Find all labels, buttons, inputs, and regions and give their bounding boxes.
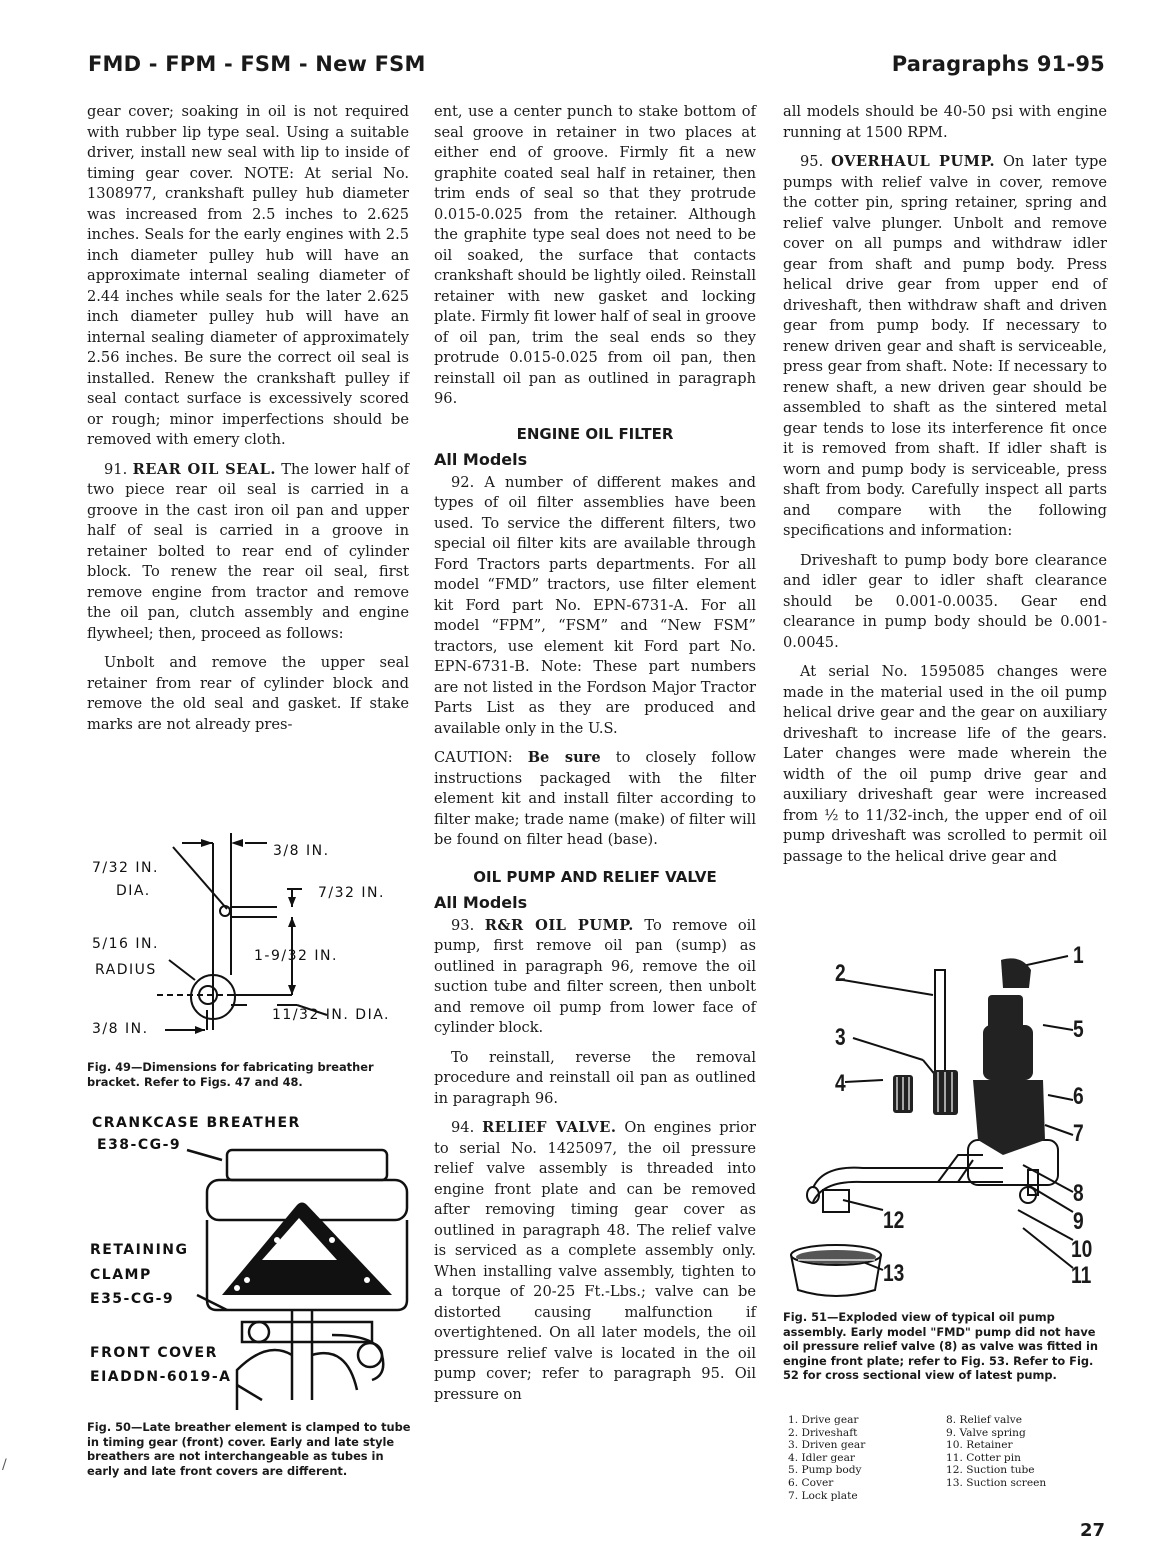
legend-item: 9. Valve spring [946, 1426, 1026, 1439]
legend-item: 13. Suction screen [946, 1476, 1047, 1489]
legend-item: 7. Lock plate [788, 1489, 858, 1502]
callout-7: 7 [1073, 1120, 1084, 1147]
figure-51-oil-pump-exploded-view [783, 940, 1107, 1305]
paragraph-93-reinstall: To reinstall, reverse the removal procedure and reinstall oil pan as outlined in paragraph 96. [434, 1048, 756, 1107]
paragraph-91-continued-2: ent, use a center punch to stake bottom of seal groove in retainer in two places at either end of groove. Firmly fit a new graphite coated seal half in retainer, then trim ends of seal so that they protrude 0.015-0.025 from the retainer. Although the graphite type seal does not need to be oil soaked, the surface that contacts crankshaft should be lightly oiled. Reinstall retainer with new gasket and locking plate. Firmly fit lower half of seal in groove of oil pan, trim the seal ends so they protrude 0.015-0.025 from oil pan, then reinstall oil pan as outlined in paragraph 96. [434, 103, 756, 407]
legend-item: 5. Pump body [788, 1464, 862, 1477]
retaining-clamp-label: RETAINING [90, 1242, 189, 1258]
callout-6: 6 [1073, 1083, 1084, 1110]
caution-note [434, 748, 756, 851]
paragraph-number: 91. [104, 460, 128, 478]
paragraph-91-continued: Unbolt and remove the upper seal retainer from rear of cylinder block and remove the old seal and gasket. If stake marks are not already pres- [87, 654, 409, 733]
legend-item: 2. Driveshaft [788, 1426, 858, 1439]
dim-7-32-in-dia: 7/32 IN. [92, 860, 159, 876]
paragraph-93 [434, 916, 756, 1039]
column-1 [87, 102, 409, 744]
paragraph-body: The lower half of two piece rear oil seal is carried in a groove in the cast iron oil pan and upper half of seal is carried in a groove in retainer bolted to rear end of cylinder block. To renew the rear oil seal, first remove engine from tractor and remove the oil pan, clutch assembly and engine flywheel; then, proceed as follows: [87, 460, 409, 642]
figure-50-breather-drawing [87, 1110, 412, 1415]
paragraph-title: OVERHAUL PUMP. [831, 153, 996, 170]
section-heading-engine-oil-filter: ENGINE OIL FILTER [516, 424, 674, 443]
front-cover-part-no: EIADDN-6019-A [90, 1369, 232, 1385]
stray-mark: / [2, 1457, 7, 1473]
paragraph-95-specs: Driveshaft to pump body bore clearance and idler gear to idler shaft clearance should be 0.001-0.0035. Gear end clearance in pump body should be 0.001-0.0045. [783, 551, 1107, 651]
paragraph-number: 94. [451, 1119, 475, 1136]
dim-3-8-in-top: 3/8 IN. [273, 843, 330, 859]
running-header-paragraphs: Paragraphs 91-95 [891, 52, 1105, 76]
callout-12: 12 [883, 1207, 905, 1234]
dim-7-32-in-dia-label: DIA. [116, 883, 151, 899]
paragraph-body: On engines prior to serial No. 1425097, the oil pressure relief valve assembly is threaded into engine front plate and can be removed after removing timing gear cover as outlined in paragraph 48. The relief valve is serviced as a complete assembly only. When installing valve assembly, tighten to a torque of 20-25 Ft.-Lbs.; valve can be distorted causing malfunction if overtightened. On all later models, the oil pressure relief valve is located in the oil pump cover; refer to paragraph 95. Oil pressure on [434, 1119, 756, 1403]
callout-10: 10 [1071, 1236, 1093, 1263]
paragraph-title: RELIEF VALVE. [482, 1119, 617, 1136]
caution-label: CAUTION: [434, 749, 513, 766]
paragraph-body: On later type pumps with relief valve in cover, remove the cotter pin, spring retainer, spring and relief valve plunger. Unbolt and remove cover on all pumps and withdraw idler gear from shaft and pump body. Press helical drive gear from upper end of driveshaft, then withdraw shaft and driven gear from pump body. If necessary to renew driven gear and shaft is serviceable, press gear from shaft. Note: If necessary to renew shaft, a new driven gear should be assembled to shaft as the sintered metal gear tends to lose its interference fit once it is removed from shaft. If idler shaft is worn and pump body is serviceable, press shaft from body. Carefully inspect all parts and compare with the following specifications and information: [783, 153, 1108, 539]
legend-item: 6. Cover [788, 1476, 834, 1489]
figure-51-caption: Fig. 51—Exploded view of typical oil pump assembly. Early model "FMD" pump did not have oil pressure relief valve (8) as valve was fitted in engine front plate; refer to Fig. 53. Refer to Fig. 52 for cross sectional view of latest pump. [783, 1310, 1099, 1382]
column-3 [783, 102, 1107, 876]
dim-3-8-in-bottom: 3/8 IN. [92, 1021, 149, 1037]
running-header-models: FMD - FPM - FSM - New FSM [88, 52, 426, 76]
paragraph-92: 92. A number of different makes and types of oil filter assemblies have been used. To service the different filters, two special oil filter kits are available through Ford Tractors parts departments. For all model “FMD” tractors, use filter element kit Ford part No. EPN-6731-A. For all model “FPM”, “FSM” and “New FSM” tractors, use element kit Ford part No. EPN-6731-B. Note: These part numbers are not listed in the Fordson Major Tractor Parts List as they are produced and available only in the U.S. [434, 473, 756, 737]
paragraph-number: 93. [451, 916, 475, 934]
legend-item: 3. Driven gear [788, 1439, 866, 1452]
legend-item: 12. Suction tube [946, 1464, 1035, 1477]
paragraph-body: To remove oil pump, first remove oil pan (sump) as outlined in paragraph 96, remove the oil suction tube and filter screen, then unbolt and remove oil pump from lower face of cylinder block. [434, 916, 757, 1036]
parts-legend-left [788, 1414, 865, 1502]
callout-3: 3 [835, 1024, 846, 1051]
paragraph-95-changes: At serial No. 1595085 changes were made in the material used in the oil pump helical drive gear and the gear on auxiliary driveshaft to increase life of the gears. Later changes were made wherein the width of the oil pump drive gear and auxiliary driveshaft gear were increased from ½ to 11/32-inch, the upper end of oil pump driveshaft was scrolled to permit oil passage to the helical drive gear and [783, 663, 1107, 865]
figure-50-caption: Fig. 50—Late breather element is clamped to tube in timing gear (front) cover. Early and late style breathers are not interchangeable as tubes in early and late front covers are different. [87, 1420, 411, 1478]
front-cover-label: FRONT COVER [90, 1345, 218, 1361]
callout-2: 2 [835, 960, 846, 987]
legend-item: 1. Drive gear [788, 1414, 859, 1426]
retaining-clamp-part-no: E35-CG-9 [90, 1291, 175, 1307]
subheading-all-models: All Models [434, 450, 528, 469]
callout-9: 9 [1073, 1208, 1084, 1235]
callout-8: 8 [1073, 1180, 1084, 1207]
callout-13: 13 [883, 1260, 905, 1287]
legend-item: 11. Cotter pin [946, 1451, 1021, 1464]
paragraph-90-continued: gear cover; soaking in oil is not required with rubber lip type seal. Using a suitable driver, install new seal with lip to inside of timing gear cover. NOTE: At serial No. 1308977, crankshaft pulley hub diameter was increased from 2.5 inches to 2.625 inches. Seals for the early engines with 2.5 inch diameter pulley hub will have an approximate internal sealing diameter of 2.44 inches while seals for the later 2.625 inch diameter pulley hub will have an internal sealing diameter of approximately 2.56 inches. Be sure the correct oil seal is installed. Renew the crankshaft pulley if seal contact surface is excessively scored or rough; minor imperfections should be removed with emery cloth. [87, 103, 409, 448]
legend-item: 10. Retainer [946, 1439, 1013, 1452]
paragraph-95 [783, 152, 1107, 542]
subheading-all-models-2: All Models [434, 893, 528, 912]
callout-5: 5 [1073, 1016, 1084, 1043]
figure-49-caption: Fig. 49—Dimensions for fabricating breather bracket. Refer to Figs. 47 and 48. [87, 1060, 374, 1089]
paragraph-91 [87, 460, 409, 645]
legend-item: 8. Relief valve [946, 1414, 1022, 1426]
dim-7-32-in-right: 7/32 IN. [318, 885, 385, 901]
crankcase-breather-part-no: E38-CG-9 [97, 1137, 182, 1153]
paragraph-title: R&R OIL PUMP. [484, 916, 634, 934]
caution-body: to closely follow instructions packaged with the filter element kit and install filter according to filter make; trade name (make) of filter will be found on filter head (base). [434, 749, 756, 848]
paragraph-title: REAR OIL SEAL. [132, 460, 276, 478]
section-heading-oil-pump: OIL PUMP AND RELIEF VALVE [473, 867, 717, 886]
callout-4: 4 [835, 1070, 846, 1097]
dim-radius-label: RADIUS [95, 962, 157, 978]
page-number: 27 [1079, 1520, 1105, 1541]
dim-11-32-in-dia: 11/32 IN. DIA. [272, 1007, 390, 1023]
paragraph-94-continued: all models should be 40-50 psi with engine running at 1500 RPM. [783, 103, 1107, 141]
parts-legend-right [946, 1414, 1046, 1490]
paragraph-number: 95. [800, 153, 824, 170]
dim-5-16-in: 5/16 IN. [92, 936, 159, 952]
legend-item: 4. Idler gear [788, 1451, 855, 1464]
oil-pump-exploded-diagram [783, 940, 1107, 1305]
retaining-clamp-label-2: CLAMP [90, 1267, 152, 1283]
column-2 [434, 102, 756, 1414]
callout-1: 1 [1073, 942, 1084, 969]
figure-49-bracket-drawing [87, 825, 412, 1050]
callout-11: 11 [1071, 1262, 1092, 1289]
paragraph-94 [434, 1118, 756, 1405]
dim-1-9-32-in: 1-9/32 IN. [254, 948, 338, 964]
caution-emphasis: Be sure [527, 749, 601, 766]
crankcase-breather-label: CRANKCASE BREATHER [92, 1115, 301, 1131]
